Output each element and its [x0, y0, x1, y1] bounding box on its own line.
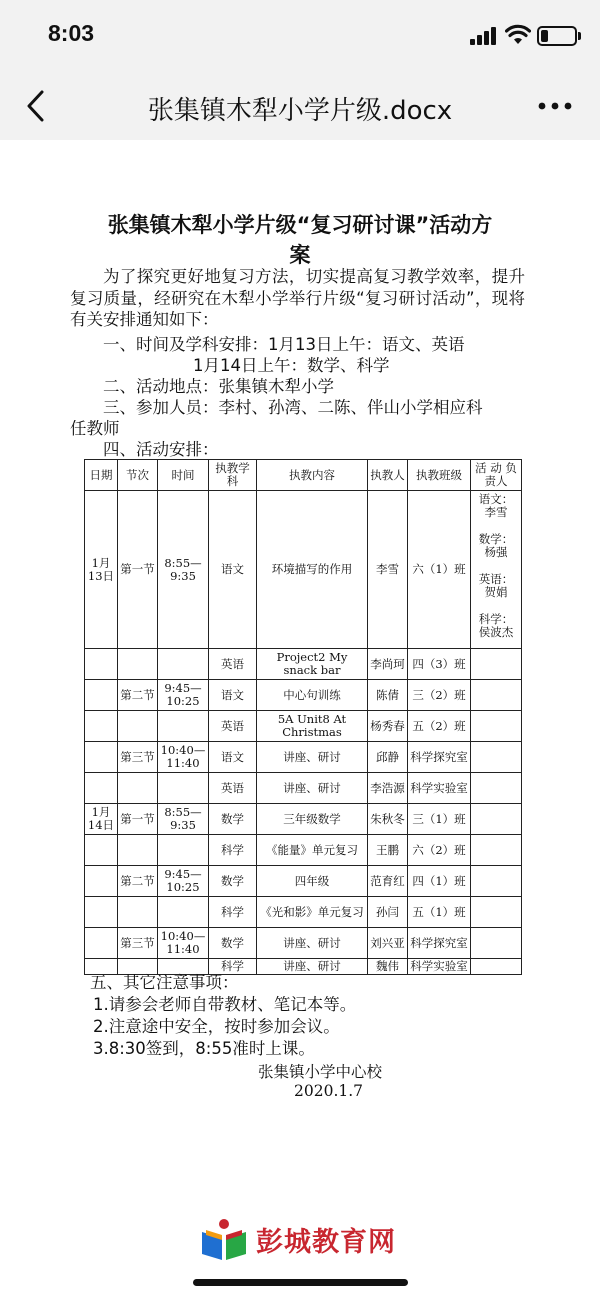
responsible-cell [471, 835, 522, 866]
header-cell: 节次 [118, 460, 158, 491]
time-cell: 8:55—9:35 [158, 804, 209, 835]
header-cell: 执教班级 [408, 460, 471, 491]
document-title: 张集镇木犁小学片级.docx [147, 96, 453, 126]
class-cell: 科学实验室 [408, 773, 471, 804]
responsible-label: 英语： [478, 572, 514, 586]
header-cell: 执教人 [368, 460, 408, 491]
table-row [85, 835, 522, 866]
header-cell: 时间 [158, 460, 209, 491]
content-cell: 讲座、研讨 [257, 773, 368, 804]
teacher-cell: 魏伟 [368, 959, 408, 975]
responsible-name: 李雪 [484, 505, 508, 519]
teacher-cell: 朱秋冬 [368, 804, 408, 835]
responsible-science [472, 613, 520, 639]
doc-heading-line1: 张集镇木犁小学片级“复习研讨课”活动方 [107, 213, 493, 237]
notes-heading: 五、其它注意事项： [90, 973, 239, 992]
class-cell: 五（2）班 [408, 711, 471, 742]
cellular-signal-icon [470, 27, 498, 45]
table-row [85, 649, 522, 680]
header-cell: 执教学科 [209, 460, 257, 491]
content-cell: 讲座、研讨 [257, 959, 368, 975]
table-row [85, 773, 522, 804]
content-cell: 环境描写的作用 [257, 491, 368, 649]
class-cell: 四（1）班 [408, 866, 471, 897]
content-cell: 《光和影》单元复习 [257, 897, 368, 928]
logo-text: 彭城教育网 [256, 1227, 396, 1258]
content-cell: 中心句训练 [257, 680, 368, 711]
responsible-cell [471, 742, 522, 773]
site-logo [190, 1212, 410, 1268]
teacher-cell: 范育红 [368, 866, 408, 897]
subject-cell: 科学 [209, 897, 257, 928]
responsible-cell [471, 491, 522, 649]
time-cell: 9:45—10:25 [158, 680, 209, 711]
responsible-english [472, 573, 520, 599]
date-cell [85, 742, 118, 773]
time-cell: 9:45—10:25 [158, 866, 209, 897]
more-options-icon[interactable] [537, 100, 573, 112]
table-row [85, 491, 522, 649]
subject-cell: 语文 [209, 491, 257, 649]
status-bar [0, 0, 600, 72]
nav-bar [0, 72, 600, 140]
battery-icon [537, 26, 577, 46]
table-header-row [85, 460, 522, 491]
table-row [85, 711, 522, 742]
class-cell: 五（1）班 [408, 897, 471, 928]
doc-heading [70, 210, 530, 270]
home-indicator[interactable] [193, 1279, 408, 1286]
table-row [85, 742, 522, 773]
table-row [85, 804, 522, 835]
date-cell: 1月13日 [85, 491, 118, 649]
responsible-cell [471, 773, 522, 804]
responsible-label: 语文： [478, 492, 514, 506]
section-participants-2: 任教师 [70, 419, 120, 438]
date-cell [85, 928, 118, 959]
time-cell [158, 711, 209, 742]
section-schedule: 四、活动安排： [103, 440, 219, 459]
doc-heading-line2: 案 [289, 243, 311, 267]
teacher-cell: 刘兴亚 [368, 928, 408, 959]
responsible-name: 杨强 [484, 545, 508, 559]
subject-cell: 数学 [209, 804, 257, 835]
note-item: 2.注意途中安全，按时参加会议。 [93, 1017, 340, 1036]
period-cell: 第一节 [118, 804, 158, 835]
teacher-cell: 李浩源 [368, 773, 408, 804]
content-cell: 5A Unit8 At Christmas [257, 711, 368, 742]
responsible-cell [471, 928, 522, 959]
content-cell: 讲座、研讨 [257, 928, 368, 959]
class-cell: 三（2）班 [408, 680, 471, 711]
period-cell: 第三节 [118, 928, 158, 959]
teacher-cell: 陈倩 [368, 680, 408, 711]
section-time-2: 1月14日上午：数学、科学 [193, 356, 390, 375]
responsible-label: 科学： [478, 612, 514, 626]
period-cell: 第二节 [118, 680, 158, 711]
class-cell: 六（1）班 [408, 491, 471, 649]
signature-date: 2020.1.7 [294, 1082, 364, 1100]
date-cell [85, 680, 118, 711]
subject-cell: 科学 [209, 959, 257, 975]
date-cell [85, 649, 118, 680]
period-cell [118, 897, 158, 928]
table-row [85, 928, 522, 959]
header-cell: 执教内容 [257, 460, 368, 491]
time-cell [158, 649, 209, 680]
teacher-cell: 邱静 [368, 742, 408, 773]
subject-cell: 英语 [209, 711, 257, 742]
responsible-math [472, 533, 520, 559]
teacher-cell: 王鹏 [368, 835, 408, 866]
content-cell: 《能量》单元复习 [257, 835, 368, 866]
section-time: 一、时间及学科安排：1月13日上午：语文、英语 [103, 335, 465, 354]
class-cell: 四（3）班 [408, 649, 471, 680]
date-cell [85, 773, 118, 804]
date-cell [85, 835, 118, 866]
class-cell: 科学实验室 [408, 959, 471, 975]
responsible-cell [471, 959, 522, 975]
schedule-table [84, 459, 522, 975]
period-cell: 第一节 [118, 491, 158, 649]
subject-cell: 科学 [209, 835, 257, 866]
class-cell: 六（2）班 [408, 835, 471, 866]
period-cell: 第三节 [118, 742, 158, 773]
date-cell: 1月14日 [85, 804, 118, 835]
responsible-cell [471, 804, 522, 835]
period-cell [118, 649, 158, 680]
period-cell [118, 835, 158, 866]
time-cell [158, 897, 209, 928]
responsible-name: 贺娟 [484, 585, 508, 599]
time-cell: 10:40—11:40 [158, 928, 209, 959]
class-cell: 科学探究室 [408, 928, 471, 959]
subject-cell: 英语 [209, 649, 257, 680]
responsible-label: 数学： [478, 532, 514, 546]
table-row [85, 680, 522, 711]
date-cell [85, 866, 118, 897]
header-cell: 日期 [85, 460, 118, 491]
section-location: 二、活动地点：张集镇木犁小学 [103, 377, 334, 396]
time-cell [158, 773, 209, 804]
time-cell: 8:55—9:35 [158, 491, 209, 649]
teacher-cell: 孙闫 [368, 897, 408, 928]
teacher-cell: 李雪 [368, 491, 408, 649]
class-cell: 科学探究室 [408, 742, 471, 773]
content-cell: 四年级 [257, 866, 368, 897]
content-cell: Project2 My snack bar [257, 649, 368, 680]
responsible-cell [471, 866, 522, 897]
wifi-icon [505, 24, 531, 46]
note-item: 3.8:30签到，8:55准时上课。 [93, 1039, 315, 1058]
period-cell [118, 711, 158, 742]
table-row [85, 866, 522, 897]
responsible-cell [471, 897, 522, 928]
teacher-cell: 杨秀春 [368, 711, 408, 742]
subject-cell: 数学 [209, 928, 257, 959]
responsible-cell [471, 649, 522, 680]
signature-org: 张集镇小学中心校 [258, 1063, 383, 1081]
time-cell: 10:40—11:40 [158, 742, 209, 773]
date-cell [85, 711, 118, 742]
teacher-cell: 李尚珂 [368, 649, 408, 680]
intro-paragraph: 为了探究更好地复习方法，切实提高复习教学效率，提升复习质量，经研究在木犁小学举行片级“复习研讨活动”，现将有关安排通知如下： [70, 267, 525, 329]
responsible-name: 侯波杰 [478, 625, 514, 639]
book-logo-icon [198, 1218, 250, 1262]
class-cell: 三（1）班 [408, 804, 471, 835]
responsible-cell [471, 680, 522, 711]
period-cell: 第二节 [118, 866, 158, 897]
period-cell [118, 773, 158, 804]
time-cell [158, 835, 209, 866]
subject-cell: 语文 [209, 742, 257, 773]
status-time: 8:03 [48, 20, 95, 46]
subject-cell: 语文 [209, 680, 257, 711]
note-item: 1.请参会老师自带教材、笔记本等。 [93, 995, 357, 1014]
header-cell: 活 动 负 责人 [471, 460, 522, 491]
date-cell [85, 897, 118, 928]
back-chevron-icon[interactable] [22, 86, 52, 126]
responsible-chinese [472, 493, 520, 519]
responsible-cell [471, 711, 522, 742]
subject-cell: 英语 [209, 773, 257, 804]
subject-cell: 数学 [209, 866, 257, 897]
table-row [85, 897, 522, 928]
section-participants: 三、参加人员：李村、孙湾、二陈、伴山小学相应科 [103, 398, 483, 417]
battery-tip [578, 32, 581, 40]
content-cell: 三年级数学 [257, 804, 368, 835]
content-cell: 讲座、研讨 [257, 742, 368, 773]
